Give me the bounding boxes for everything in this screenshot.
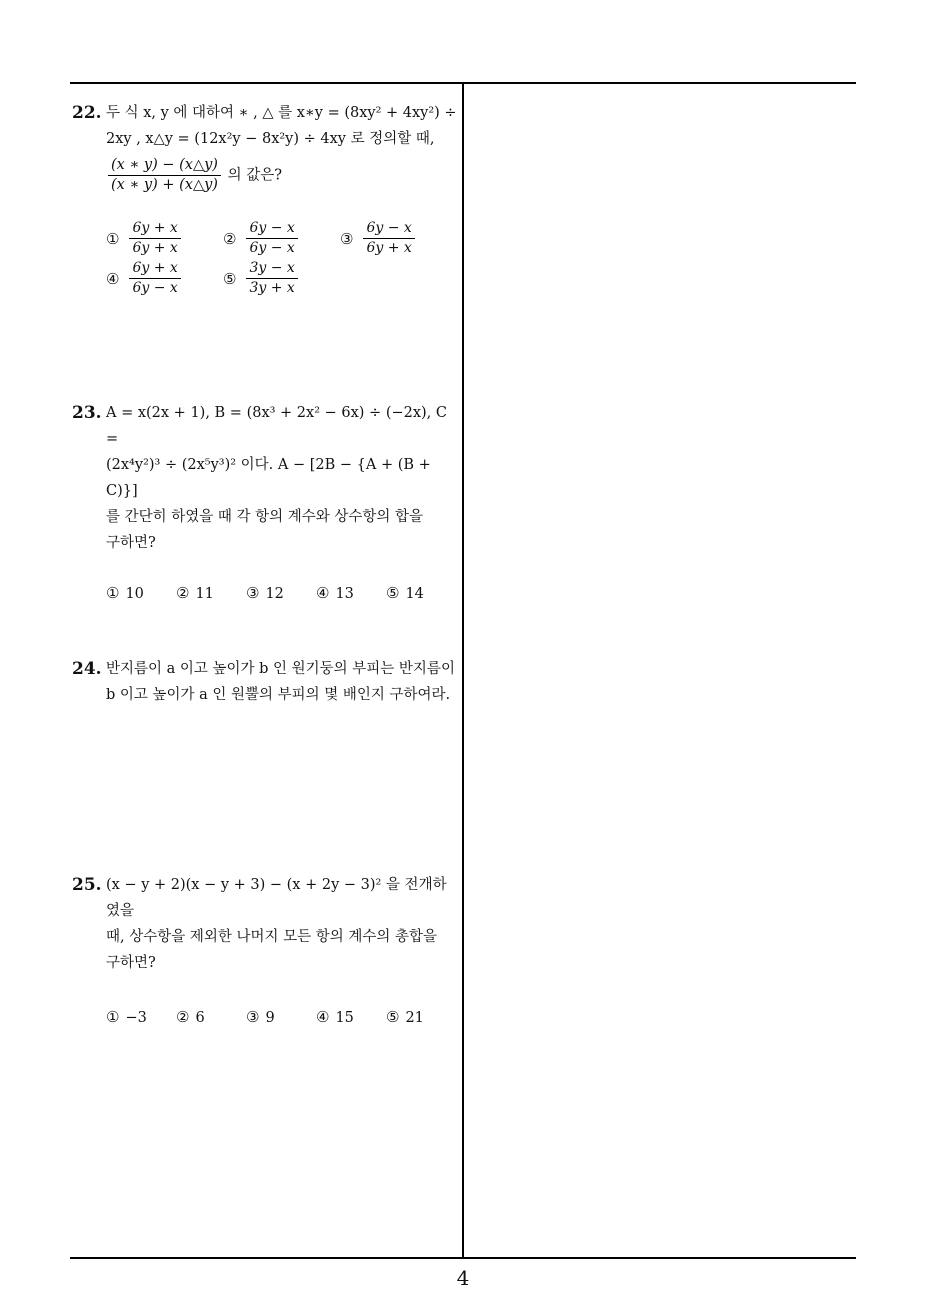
choice-mark: ① (106, 229, 120, 248)
problem-number: 25. (72, 875, 102, 895)
problem-24 (72, 656, 458, 708)
choice-mark: ③ (246, 1008, 260, 1026)
fraction-numerator: (x ∗ y) − (x△y) (108, 156, 221, 176)
question-tail: 의 값은? (227, 167, 282, 184)
choice-2[interactable] (223, 219, 300, 258)
fraction-denominator: 6y − x (249, 240, 295, 256)
problem-text-line: 를 간단히 하였을 때 각 항의 계수와 상수항의 합을 (106, 509, 424, 525)
choice-5[interactable] (386, 580, 424, 607)
problem-text-line: 2xy , x△y = (12x²y − 8x²y) ÷ 4xy 로 정의할 때, (106, 131, 435, 147)
choice-mark: ④ (316, 584, 330, 602)
problem-text-line: 구하면? (106, 955, 156, 971)
problem-25 (72, 872, 458, 1030)
problem-number: 23. (72, 403, 102, 423)
problem-text-line: 구하면? (106, 535, 156, 551)
choice-3[interactable] (246, 1004, 275, 1031)
choice-value: 21 (405, 1010, 424, 1026)
choice-mark: ② (176, 1008, 190, 1026)
choice-mark: ④ (106, 269, 120, 288)
fraction-denominator: 3y + x (249, 280, 295, 296)
fraction-denominator: 6y − x (132, 280, 178, 296)
choice-value: 11 (195, 586, 214, 602)
choice-1[interactable] (106, 580, 144, 607)
choice-4[interactable] (316, 1004, 354, 1031)
choice-1[interactable] (106, 219, 183, 258)
fraction-numerator: 6y − x (246, 219, 297, 239)
fraction-denominator: 6y + x (366, 240, 412, 256)
problem-text-line (106, 156, 458, 195)
choice-mark: ⑤ (223, 269, 237, 288)
choice-mark: ③ (246, 584, 260, 602)
choice-value: 15 (335, 1010, 354, 1026)
problem-text-line: A = x(2x + 1), B = (8x³ + 2x² − 6x) ÷ (−2x), C = (106, 405, 447, 447)
choice-mark: ④ (316, 1008, 330, 1026)
choice-1[interactable] (106, 1004, 147, 1031)
problem-number: 24. (72, 659, 102, 679)
choice-4[interactable] (316, 580, 354, 607)
fraction-numerator: 6y − x (363, 219, 414, 239)
fraction-denominator: (x ∗ y) + (x△y) (111, 177, 218, 193)
choice-mark: ⑤ (386, 584, 400, 602)
expression-fraction (108, 156, 221, 195)
choice-mark: ② (223, 229, 237, 248)
choice-mark: ⑤ (386, 1008, 400, 1026)
choice-2[interactable] (176, 580, 214, 607)
problem-text-line: (2x⁴y²)³ ÷ (2x⁵y³)² 이다. A − [2B − {A + (B + C)}] (106, 457, 431, 499)
problem-text-line: (x − y + 2)(x − y + 3) − (x + 2y − 3)² 을 전개하였을 (106, 877, 447, 919)
choice-4[interactable] (106, 259, 183, 298)
choice-mark: ① (106, 1008, 120, 1026)
problem-text-line: 두 식 x, y 에 대하여 ∗ , △ 를 x∗y = (8xy² + 4xy²) ÷ (106, 105, 457, 121)
choice-list (106, 219, 458, 309)
page-number: 4 (456, 1266, 470, 1290)
choice-value: 13 (335, 586, 354, 602)
problem-text-line: 반지름이 a 이고 높이가 b 인 원기둥의 부피는 반지름이 (106, 661, 455, 677)
choice-3[interactable] (246, 580, 284, 607)
choice-mark: ② (176, 584, 190, 602)
choice-2[interactable] (176, 1004, 205, 1031)
choice-value: 9 (265, 1010, 275, 1026)
problem-text-line: 때, 상수항을 제외한 나머지 모든 항의 계수의 총합을 (106, 929, 438, 945)
choice-3[interactable] (340, 219, 417, 258)
choice-value: 12 (265, 586, 284, 602)
fraction-numerator: 6y + x (129, 219, 180, 239)
choice-list (106, 1004, 458, 1030)
choice-mark: ① (106, 584, 120, 602)
fraction-numerator: 6y + x (129, 259, 180, 279)
problem-22 (72, 100, 458, 309)
bottom-rule (70, 1257, 856, 1259)
choice-list (106, 580, 458, 606)
choice-value: −3 (125, 1010, 147, 1026)
problem-text-line: b 이고 높이가 a 인 원뿔의 부피의 몇 배인지 구하여라. (106, 687, 451, 703)
column-divider (462, 82, 464, 1258)
problem-23 (72, 400, 458, 606)
fraction-numerator: 3y − x (246, 259, 297, 279)
choice-value: 14 (405, 586, 424, 602)
fraction-denominator: 6y + x (132, 240, 178, 256)
choice-mark: ③ (340, 229, 354, 248)
choice-value: 10 (125, 586, 144, 602)
choice-value: 6 (195, 1010, 205, 1026)
problem-number: 22. (72, 103, 102, 123)
choice-5[interactable] (223, 259, 300, 298)
choice-5[interactable] (386, 1004, 424, 1031)
